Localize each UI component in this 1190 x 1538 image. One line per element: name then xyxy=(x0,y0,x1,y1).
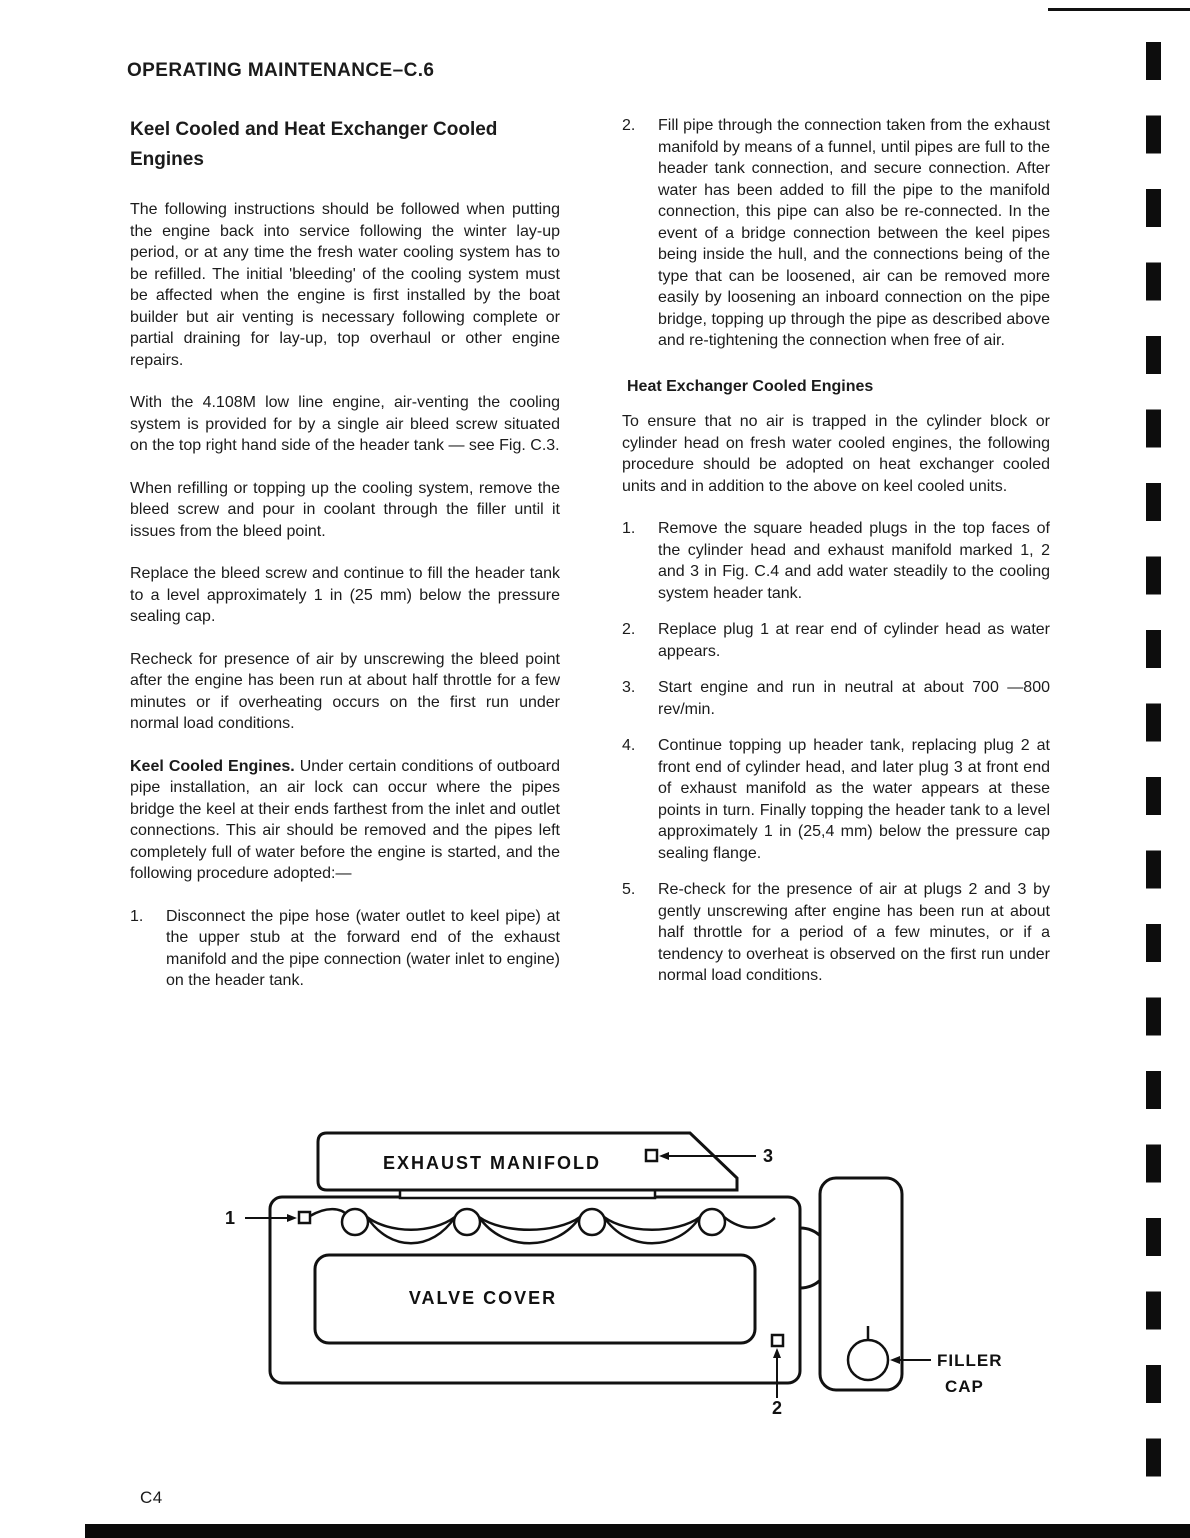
list-text: Remove the square headed plugs in the top faces of the cylinder head and exhaust manifold marked 1, 2 and 3 in Fig. C.4 and add water steadily to the cooling system header tank. xyxy=(658,520,1050,602)
sub-heading: Heat Exchanger Cooled Engines xyxy=(627,377,874,395)
list-item xyxy=(130,906,560,992)
plug-2-square xyxy=(772,1335,783,1346)
list-item xyxy=(622,735,1050,864)
filler-cap-label-line1: FILLER xyxy=(937,1351,1003,1370)
section-heading: Keel Cooled and Heat Exchanger Cooled Engines xyxy=(130,119,498,170)
list-item xyxy=(622,619,1050,662)
list-item xyxy=(622,677,1050,720)
paragraph: Recheck for presence of air by unscrewing the bleed point after the engine has been run at about half throttle for a few minutes or if overheating occurs on the first run under normal load conditions. xyxy=(130,650,560,732)
list-number: 1. xyxy=(622,520,636,537)
callout-1-label: 1 xyxy=(225,1208,236,1228)
list-number: 4. xyxy=(622,737,636,754)
scan-artifact-bottom-bar xyxy=(85,1524,1190,1538)
page-title: OPERATING MAINTENANCE–C.6 xyxy=(127,60,435,81)
paragraph: When refilling or topping up the cooling system, remove the bleed screw and pour in coolant through the filler until it issues from the bleed point. xyxy=(130,479,560,540)
list-number: 5. xyxy=(622,881,636,898)
list-text: Disconnect the pipe hose (water outlet to keel pipe) at the upper stub at the forward end of the exhaust manifold and the pipe connection (water inlet to engine) on the header tank. xyxy=(166,907,560,989)
plug-1-square xyxy=(299,1212,310,1223)
paragraph: Replace the bleed screw and continue to fill the header tank to a level approximately 1 in (25 mm) below the pressure sealing cap. xyxy=(130,565,560,625)
list-text: Replace plug 1 at rear end of cylinder head as water appears. xyxy=(658,621,1050,660)
filler-cap-circle xyxy=(848,1340,888,1380)
plug-3-square xyxy=(646,1150,657,1161)
list-number: 1. xyxy=(130,907,144,925)
list-text: Start engine and run in neutral at about 700 —800 rev/min. xyxy=(658,679,1050,718)
list-text: Re-check for the presence of air at plugs 2 and 3 by gently unscrewing after engine has been run at about half throttle for a period of a few minutes, or if a tendency to overheat is observed on the first run under normal load conditions. xyxy=(658,881,1050,984)
list-item xyxy=(622,518,1050,604)
page-number: C4 xyxy=(140,1488,163,1507)
list-text: Fill pipe through the connection taken from the exhaust manifold by means of a funnel, until pipes are full to the header tank connection, and secure connection. After water has been added to fill the pipe to the manifold connection, this pipe can also be re-connected. In the event of a bridge connection between the keel pipes being inside the hull, and the connections being of the type that can be loosened, air can be removed more easily by loosening an inboard connection on the pipe bridge, topping up through the pipe as described above and re-tightening the connection when free of air. xyxy=(658,117,1050,349)
list-item xyxy=(622,879,1050,987)
scan-artifact-top-line xyxy=(1048,8,1190,11)
keel-cooled-text: Under certain conditions of outboard pipe installation, an air lock can occur where the pipes bridge the keel at their ends farthest from the inlet and outlet connections. This air should be removed and the pipes left completely full of water before the engine is started, and the following procedure adopted:— xyxy=(130,757,560,882)
port-circle xyxy=(699,1209,725,1235)
valve-cover-label: VALVE COVER xyxy=(408,1288,558,1308)
list-number: 3. xyxy=(622,679,636,696)
port-circle xyxy=(342,1209,368,1235)
right-column xyxy=(622,115,1050,1002)
list-number: 2. xyxy=(622,117,636,134)
port-circle xyxy=(454,1209,480,1235)
list-number: 2. xyxy=(622,621,636,638)
paragraph: The following instructions should be followed when putting the engine back into service following the winter lay-up period, or at any time the fresh water cooling system has to be refilled. The initial 'bleeding' of the cooling system must be affected when the engine is first installed by the boat builder but air venting is necessary following complete or partial draining for lay-up, top overhaul or other engine repairs. xyxy=(130,201,560,369)
exhaust-manifold-label: EXHAUST MANIFOLD xyxy=(383,1153,601,1173)
paragraph: To ensure that no air is trapped in the cylinder block or cylinder head on fresh water cooled engines, the following procedure should be adopted on heat exchanger cooled units and in addition to the above on keel cooled units. xyxy=(622,413,1050,495)
binding-marks xyxy=(1146,42,1161,1504)
keel-cooled-lead: Keel Cooled Engines. xyxy=(130,757,295,775)
port-circle xyxy=(579,1209,605,1235)
filler-cap-label-line2: CAP xyxy=(945,1377,984,1396)
callout-3-label: 3 xyxy=(763,1146,774,1166)
paragraph: With the 4.108M low line engine, air-venting the cooling system is provided for by a single air bleed screw situated on the top right hand side of the header tank — see Fig. C.3. xyxy=(130,394,560,454)
figure-c4-engine-diagram xyxy=(215,1118,1015,1448)
list-item xyxy=(622,115,1050,352)
paragraph xyxy=(130,756,560,885)
callout-2-label: 2 xyxy=(771,1398,783,1418)
list-text: Continue topping up header tank, replacing plug 2 at front end of cylinder head, and later plug 3 at front end of exhaust manifold as the water appears at these points in turn. Finally topping the header tank to a level approximately 1 in (25,4 mm) below the pressure cap sealing flange. xyxy=(658,737,1050,862)
left-column xyxy=(130,115,560,1007)
